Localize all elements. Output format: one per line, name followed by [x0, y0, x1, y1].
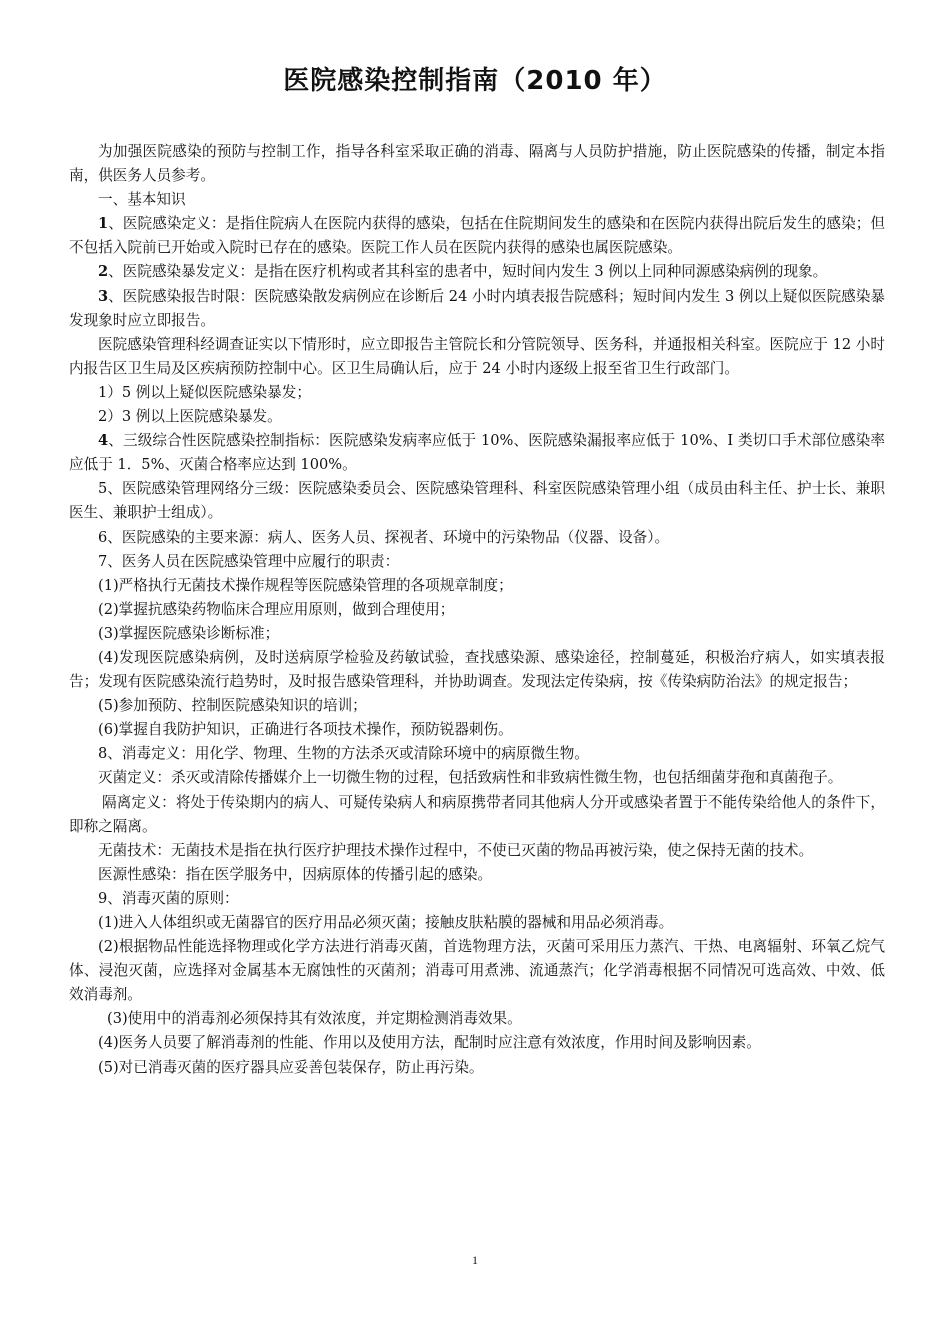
paragraph [69, 911, 885, 935]
paragraph-text: 8、消毒定义：用化学、物理、生物的方法杀灭或清除环境中的病原微生物。 [98, 745, 589, 763]
section-number: 1 [98, 215, 109, 233]
paragraph-text: 6、医院感染的主要来源：病人、医务人员、探视者、环境中的污染物品（仪器、设备）。 [98, 528, 670, 546]
paragraph-text: 医院感染管理科经调查证实以下情形时，应立即报告主管院长和分管院领导、医务科，并通报相关科室。医院应于 12 小时内报告区卫生局及区疾病预防控制中心。区卫生局确认后，应于 24 小时内逐级上报至省卫生行政部门。 [69, 335, 885, 377]
paragraph-text: (5)对已消毒灭菌的医疗器具应妥善包装保存，防止再污染。 [98, 1058, 484, 1076]
paragraph [69, 526, 885, 550]
paragraph-text: (2)掌握抗感染药物临床合理应用原则，做到合理使用； [98, 600, 455, 618]
paragraph-text: 9、消毒灭菌的原则： [98, 889, 239, 907]
paragraph [69, 935, 885, 1007]
paragraph [69, 405, 885, 429]
paragraph-text: (3)掌握医院感染诊断标准； [98, 624, 280, 642]
paragraph [69, 1007, 885, 1031]
paragraph-text: 1）5 例以上疑似医院感染暴发； [98, 383, 311, 401]
page-title: 医院感染控制指南（2010 年） [283, 66, 667, 96]
paragraph [69, 260, 885, 284]
paragraph-text: (1)进入人体组织或无菌器官的医疗用品必须灭菌；接触皮肤粘膜的器械和用品必须消毒。 [98, 914, 674, 931]
page-number: 1 [472, 1253, 478, 1267]
paragraph-text: 7、医务人员在医院感染管理中应履行的职责： [98, 552, 400, 570]
paragraph [69, 791, 885, 839]
paragraph [69, 212, 885, 260]
paragraph [69, 742, 885, 766]
paragraph-text: 、医院感染暴发定义：是指在医疗机构或者其科室的患者中，短时间内发生 3 例以上同种同源感染病例的现象。 [108, 263, 828, 281]
paragraph [69, 574, 885, 598]
paragraph [69, 646, 885, 694]
paragraph [69, 429, 885, 477]
paragraph-text: 医源性感染：指在医学服务中，因病原体的传播引起的感染。 [98, 865, 493, 883]
paragraph [69, 333, 885, 381]
paragraph-text: 5、医院感染管理网络分三级：医院感染委员会、医院感染管理科、科室医院感染管理小组（成员由科主任、护士长、兼职医生、兼职护士组成）。 [69, 480, 885, 522]
paragraph-text: 2）3 例以上医院感染暴发。 [98, 408, 282, 426]
section-number: 2 [98, 263, 109, 281]
paragraph [69, 140, 885, 188]
paragraph-text: 为加强医院感染的预防与控制工作，指导各科室采取正确的消毒、隔离与人员防护措施，防止医院感染的传播，制定本指南，供医务人员参考。 [69, 143, 885, 185]
paragraph-text: (5)参加预防、控制医院感染知识的培训； [98, 697, 367, 715]
paragraph [69, 887, 885, 911]
paragraph-text: 灭菌定义：杀灭或清除传播媒介上一切微生物的过程，包括致病性和非致病性微生物，也包括细菌芽孢和真菌孢子。 [98, 769, 843, 787]
paragraph-text: (3)使用中的消毒剂必须保持其有效浓度，并定期检测消毒效果。 [107, 1010, 522, 1028]
section-number: 4 [98, 432, 109, 450]
paragraph [69, 1056, 885, 1080]
paragraph [69, 381, 885, 405]
paragraph-text: (6)掌握自我防护知识，正确进行各项技术操作，预防锐器刺伤。 [98, 721, 513, 739]
paragraph [69, 718, 885, 742]
paragraph [69, 839, 885, 863]
paragraph [69, 188, 885, 212]
paragraph [69, 477, 885, 525]
paragraph [69, 622, 885, 646]
paragraph [69, 863, 885, 887]
section-number: 3 [98, 287, 109, 305]
paragraph-text: 、三级综合性医院感染控制指标：医院感染发病率应低于 10%、医院感染漏报率应低于 10%、I 类切口手术部位感染率应低于 1．5%、灭菌合格率应达到 100%。 [69, 432, 885, 474]
paragraph-text: 一、基本知识 [98, 191, 186, 209]
document-body [69, 140, 885, 1080]
paragraph [69, 598, 885, 622]
paragraph-text: (4)发现医院感染病例，及时送病原学检验及药敏试验，查找感染源、感染途径，控制蔓延，积极治疗病人，如实填表报告；发现有医院感染流行趋势时，及时报告感染管理科，并协助调查。发现法定传染病，按《传染病防治法》的规定报告； [69, 648, 885, 691]
paragraph-text: 无菌技术：无菌技术是指在执行医疗护理技术操作过程中，不使已灭菌的物品再被污染，使之保持无菌的技术。 [98, 841, 814, 859]
paragraph-text: 、医院感染报告时限：医院感染散发病例应在诊断后 24 小时内填表报告院感科；短时间内发生 3 例以上疑似医院感染暴发现象时应立即报告。 [69, 287, 885, 329]
paragraph [69, 1031, 885, 1055]
paragraph-text: 隔离定义：将处于传染期内的病人、可疑传染病人和病原携带者同其他病人分开或感染者置于不能传染给他人的条件下，即称之隔离。 [69, 793, 885, 835]
paragraph-text: 、医院感染定义：是指住院病人在医院内获得的感染，包括在住院期间发生的感染和在医院内获得出院后发生的感染；但不包括入院前已开始或入院时已存在的感染。医院工作人员在医院内获得的感染也属医院感染。 [69, 215, 885, 257]
paragraph [69, 694, 885, 718]
paragraph [69, 550, 885, 574]
paragraph [69, 766, 885, 790]
paragraph-text: (4)医务人员要了解消毒剂的性能、作用以及使用方法，配制时应注意有效浓度，作用时间及影响因素。 [98, 1034, 761, 1052]
paragraph-text: (2)根据物品性能选择物理或化学方法进行消毒灭菌，首选物理方法，灭菌可采用压力蒸汽、干热、电离辐射、环氧乙烷气体、浸泡灭菌，应选择对金属基本无腐蚀性的灭菌剂；消毒可用煮沸、流通蒸汽；化学消毒根据不同情况可选高效、中效、低效消毒剂。 [69, 938, 885, 1004]
paragraph-text: (1)严格执行无菌技术操作规程等医院感染管理的各项规章制度； [98, 576, 513, 594]
paragraph [69, 285, 885, 333]
